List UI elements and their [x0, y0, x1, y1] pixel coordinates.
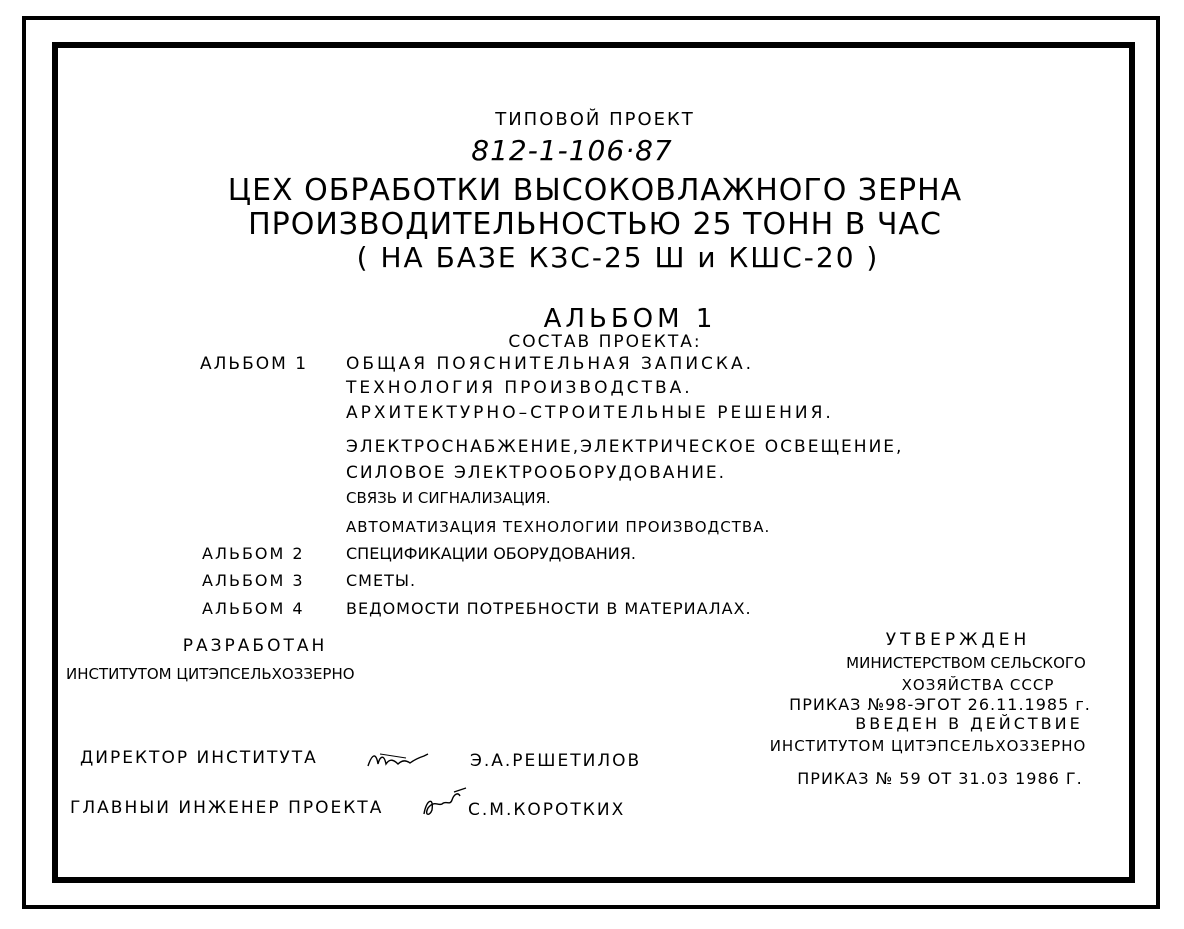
album-1-item: ОБЩАЯ ПОЯСНИТЕЛЬНАЯ ЗАПИСКА.: [346, 354, 755, 374]
developed-by: ИНСТИТУТОМ ЦИТЭПСЕЛЬХОЗЗЕРНО: [66, 665, 355, 683]
album-title: АЛЬБОМ 1: [543, 304, 717, 334]
album-3-label: АЛЬБОМ 3: [202, 571, 305, 590]
title-line-2: ПРОИЗВОДИТЕЛЬНОСТЬЮ 25 ТОНН В ЧАС: [248, 207, 942, 242]
approved-line-1: МИНИСТЕРСТВОМ СЕЛЬСКОГО: [846, 654, 1086, 672]
project-number: 812-1-106·87: [471, 134, 673, 167]
chief-engineer-name: С.М.КОРОТКИХ: [468, 800, 626, 820]
album-1-item: СИЛОВОЕ ЭЛЕКТРООБОРУДОВАНИЕ.: [346, 463, 727, 483]
album-4-label: АЛЬБОМ 4: [202, 599, 305, 618]
approved-order-2: ПРИКАЗ № 59 ОТ 31.03 1986 Г.: [797, 769, 1083, 788]
chief-engineer-title: ГЛАВНЫИ ИНЖЕНЕР ПРОЕКТА: [70, 798, 384, 818]
approved-line-2: ХОЗЯЙСТВА СССР: [901, 676, 1055, 694]
album-4-item: ВЕДОМОСТИ ПОТРЕБНОСТИ В МАТЕРИАЛАХ.: [346, 599, 752, 618]
album-1-item: АВТОМАТИЗАЦИЯ ТЕХНОЛОГИИ ПРОИЗВОДСТВА.: [346, 518, 771, 536]
developed-heading: РАЗРАБОТАН: [182, 636, 328, 656]
approved-order-1: ПРИКАЗ №98-ЭГОТ 26.11.1985 г.: [789, 695, 1091, 714]
title-line-3: ( НА БАЗЕ КЗС-25 Ш и КШС-20 ): [356, 241, 880, 274]
enacted-heading: ВВЕДЕН В ДЕЙСТВИЕ: [855, 714, 1083, 733]
album-1-item: АРХИТЕКТУРНО–СТРОИТЕЛЬНЫЕ РЕШЕНИЯ.: [346, 403, 834, 423]
type-label: ТИПОВОЙ ПРОЕКТ: [495, 109, 695, 130]
approved-heading: УТВЕРЖДЕН: [885, 630, 1031, 650]
album-1-label: АЛЬБОМ 1: [200, 354, 309, 374]
director-title: ДИРЕКТОР ИНСТИТУТА: [80, 748, 318, 768]
director-name: Э.А.РЕШЕТИЛОВ: [470, 751, 642, 771]
enacted-by: ИНСТИТУТОМ ЦИТЭПСЕЛЬХОЗЗЕРНО: [769, 737, 1087, 755]
composition-heading: СОСТАВ ПРОЕКТА:: [508, 332, 702, 352]
chief-engineer-signature-icon: [420, 786, 470, 820]
director-signature-icon: [366, 746, 432, 772]
album-2-item: СПЕЦИФИКАЦИИ ОБОРУДОВАНИЯ.: [346, 544, 636, 563]
album-3-item: СМЕТЫ.: [346, 571, 417, 590]
album-1-item: ЭЛЕКТРОСНАБЖЕНИЕ,ЭЛЕКТРИЧЕСКОЕ ОСВЕЩЕНИЕ,: [346, 437, 904, 457]
album-2-label: АЛЬБОМ 2: [202, 544, 305, 563]
title-line-1: ЦЕХ ОБРАБОТКИ ВЫСОКОВЛАЖНОГО ЗЕРНА: [227, 173, 963, 208]
album-1-item: СВЯЗЬ И СИГНАЛИЗАЦИЯ.: [346, 489, 551, 507]
album-1-item: ТЕХНОЛОГИЯ ПРОИЗВОДСТВА.: [346, 378, 693, 398]
